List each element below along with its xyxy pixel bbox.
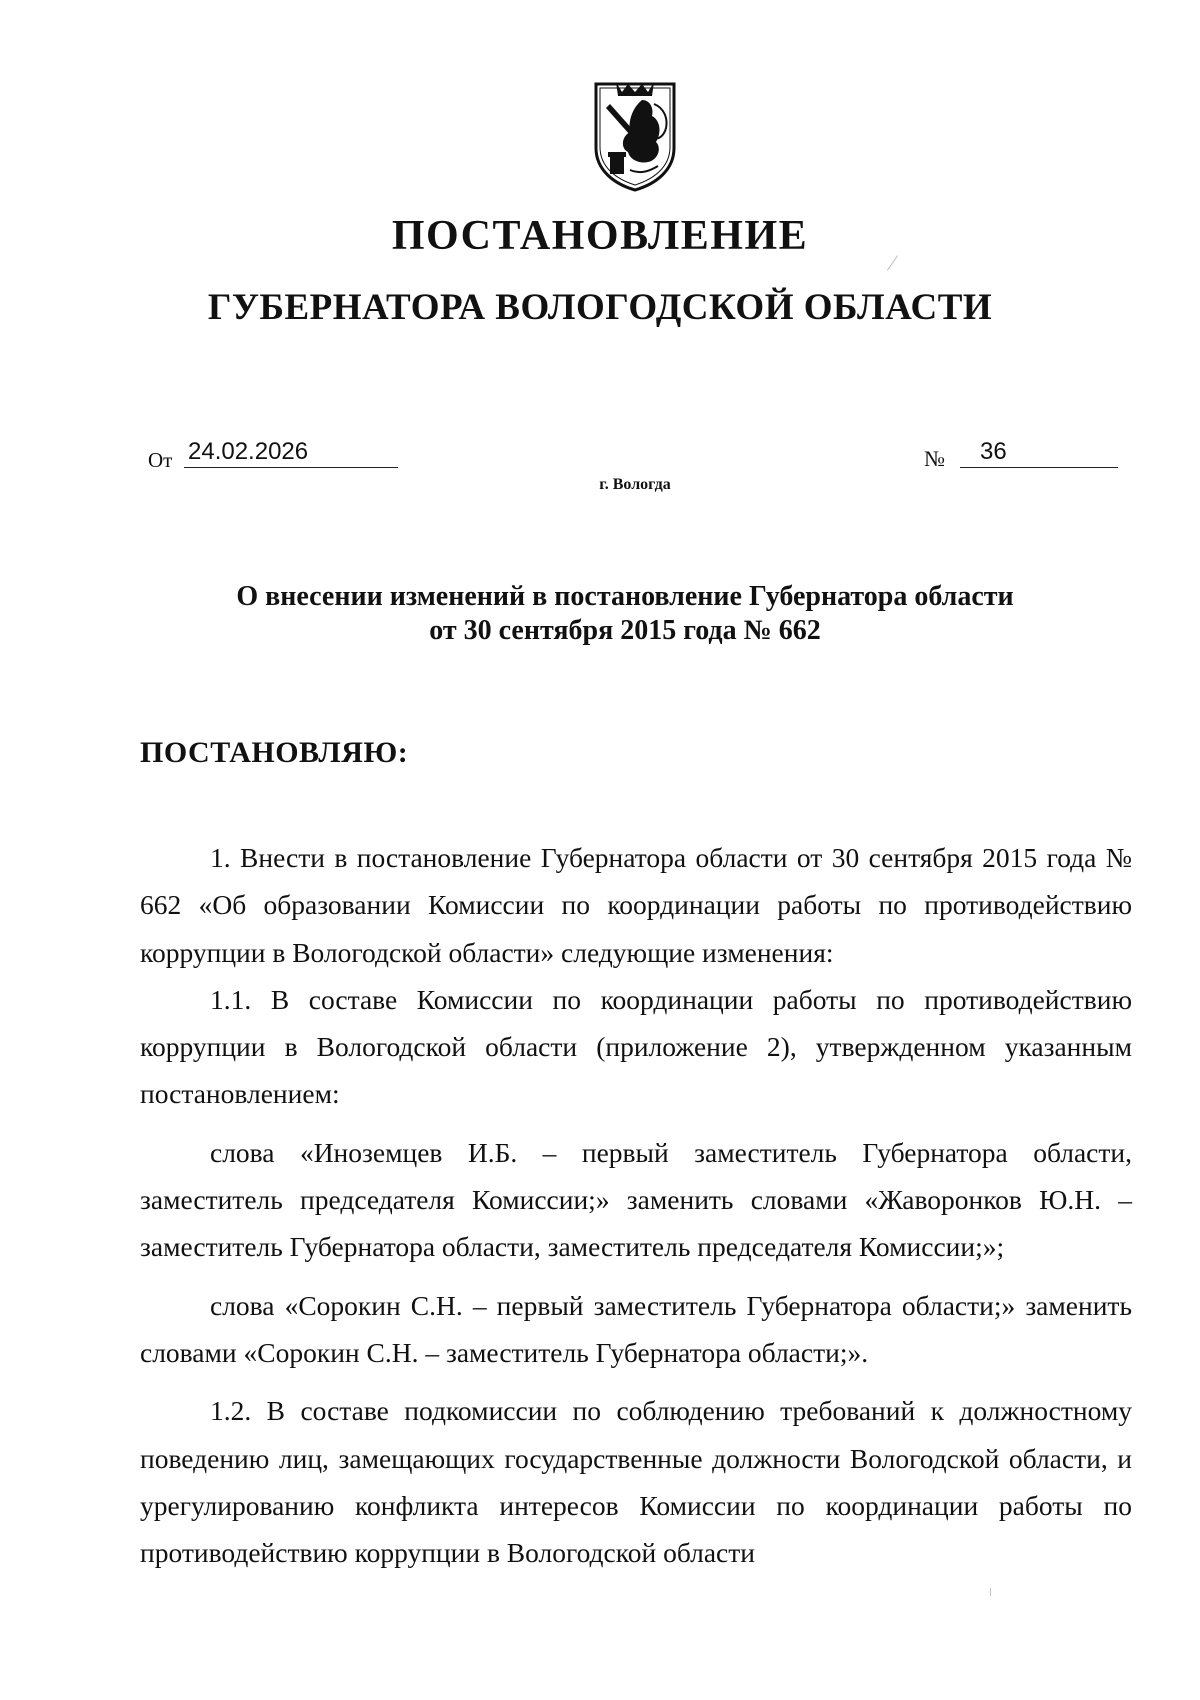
document-subject: [0, 580, 1200, 648]
document-date: 24.02.2026: [184, 438, 398, 468]
document-issuer: ГУБЕРНАТОРА ВОЛОГОДСКОЙ ОБЛАСТИ: [207, 287, 993, 328]
decree-heading: ПОСТАНОВЛЯЮ:: [140, 736, 409, 769]
paragraph: слова «Сорокин С.Н. – первый заместитель Губернатора области;» заменить словами «Сорокин С.Н. – заместитель Губернатора области;».: [140, 1289, 1132, 1368]
scan-mark: [990, 1588, 991, 1596]
document-body: [140, 834, 1132, 1576]
city-name: г. Вологда: [599, 476, 671, 493]
paragraph: слова «Иноземцев И.Б. – первый заместитель Губернатора области, заместитель председателя Комиссии;» заменить словами «Жаворонков Ю.Н. – заместитель Губернатора области, заместитель председателя Комиссии;»;: [140, 1136, 1132, 1263]
number-label: №: [924, 446, 945, 471]
subject-line: от 30 сентября 2015 года № 662: [429, 615, 821, 646]
document-number: 36: [960, 438, 1118, 468]
paragraph: 1.1. В составе Комиссии по координации работы по противодействию коррупции в Вологодской области (приложение 2), утвержденном указанным постановлением:: [140, 983, 1132, 1110]
subject-line: О внесении изменений в постановление Губернатора области: [236, 581, 1014, 612]
document-title: ПОСТАНОВЛЕНИЕ: [391, 213, 809, 259]
date-label: От: [148, 448, 173, 472]
paragraph: 1. Внести в постановление Губернатора области от 30 сентября 2015 года № 662 «Об образовании Комиссии по координации работы по противодействию коррупции в Вологодской области» следующие изменения:: [140, 842, 1132, 968]
paragraph: 1.2. В составе подкомиссии по соблюдению требований к должностному поведению лиц, замещающих государственные должности Вологодской области, и урегулированию конфликта интересов Комиссии по координации работы по противодействию коррупции в Вологодской области: [140, 1395, 1132, 1569]
coat-of-arms-icon: [590, 78, 680, 196]
